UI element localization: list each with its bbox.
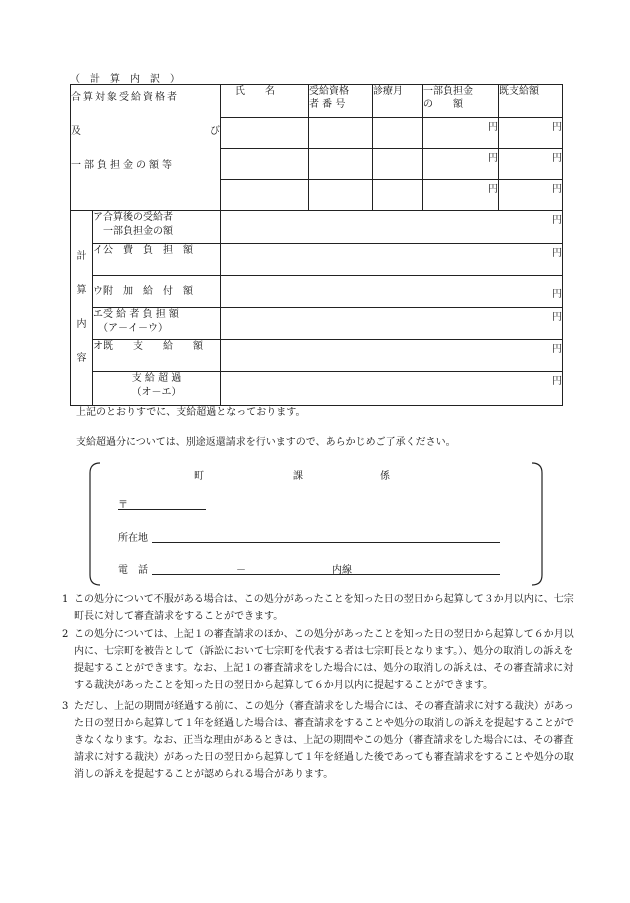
cell-name-1 <box>221 118 309 149</box>
calc-side-label <box>71 211 93 406</box>
col-header-burden-line1: 一部負担金 <box>423 86 473 97</box>
calc-side-char-3: 内 <box>76 319 87 330</box>
calc-label-excess <box>93 372 221 406</box>
address-label: 所在地 <box>118 533 148 544</box>
calc-label-e <box>93 308 221 340</box>
cell-qual-2 <box>309 149 373 180</box>
cell-month-2 <box>373 149 423 180</box>
left-title-cell <box>71 85 221 211</box>
calc-label-a-line2: 一部負担金の額 <box>93 226 173 237</box>
left-title-line1: 合算対象受給資格者 <box>71 92 179 103</box>
postal-mark: 〒 <box>118 500 128 511</box>
cell-name-3 <box>221 180 309 211</box>
calc-label-a <box>93 211 221 244</box>
contact-brackets <box>88 461 544 587</box>
contact-box <box>88 461 544 587</box>
contact-town: 町 <box>194 471 204 482</box>
calc-label-e-line1: エ受 給 者 負 担 額 <box>93 309 179 320</box>
left-title-line3: 一部負担金の額等 <box>71 160 175 171</box>
calc-label-e-line2: （ア－イ－ウ） <box>93 323 168 334</box>
note-3 <box>62 698 574 783</box>
calc-label-o: オ既 支 給 額 <box>93 340 221 372</box>
phone-label: 電 話 <box>118 565 148 576</box>
cell-month-3 <box>373 180 423 211</box>
calc-side-char-2: 算 <box>76 285 87 296</box>
calc-label-excess-line1: 支 給 超 過 <box>131 373 182 384</box>
note-2-text: この処分については、上記１の審査請求のほか、この処分があったことを知った日の翌日から起算して６か月以内に、七宗町を被告として（訴訟において七宗町を代表する者は七宗町長となります。）、処分の取消しの訴えを提起することができます。なお、上記１の審査請求をした場合には、処分の取消しの訴えは、その審査請求に対する裁決があったことを知った日の翌日から起算して６か月以内に提起することができます。 <box>74 629 574 691</box>
note-3-text: ただし、上記の期間が経過する前に、この処分（審査請求をした場合には、その審査請求に対する裁決）があった日の翌日から起算して１年を経過した場合は、審査請求をすることや処分の取消しの訴えを提起することができなくなります。なお、正当な理由があるときは、上記の期間やこの処分（審査請求をした場合には、その審査請求に対する裁決）があった日の翌日から起算して１年を経過した後であっても審査請求をすることや処分の取消しの訴えを提起することが認められる場合があります。 <box>74 701 574 780</box>
statement-refund: 支給超過分については、別途返還請求を行いますので、あらかじめご了承ください。 <box>76 437 456 448</box>
col-header-burden-line2: の 額 <box>423 99 463 110</box>
cell-qual-3 <box>309 180 373 211</box>
calculation-table <box>70 84 563 406</box>
col-header-qualification-line2: 者 番 号 <box>309 99 346 110</box>
cell-burden-3: 円 <box>423 180 499 211</box>
calc-side-char-1: 計 <box>76 251 87 262</box>
extension-label: 内線 <box>332 565 352 576</box>
cell-burden-2: 円 <box>423 149 499 180</box>
phone-dash: － <box>236 565 246 576</box>
phone-line <box>152 574 500 575</box>
calc-value-i: 円 <box>221 244 563 276</box>
col-header-month: 診療月 <box>373 85 423 118</box>
section-title: （ 計 算 内 訳 ） <box>70 74 180 85</box>
note-1 <box>62 591 574 625</box>
contact-section: 係 <box>380 471 390 482</box>
calc-value-a: 円 <box>221 211 563 244</box>
calc-label-excess-line2: （オ－エ） <box>131 387 182 398</box>
calc-label-a-line1: ア合算後の受給者 <box>93 212 173 223</box>
cell-paid-1: 円 <box>499 118 563 149</box>
cell-paid-2: 円 <box>499 149 563 180</box>
cell-paid-3: 円 <box>499 180 563 211</box>
note-3-number: 3 <box>62 701 69 712</box>
col-header-qualification <box>309 85 373 118</box>
calc-label-u: ウ附 加 給 付 額 <box>93 276 221 308</box>
note-2 <box>62 626 574 694</box>
col-header-qualification-line1: 受給資格 <box>309 86 349 97</box>
col-header-name: 氏 名 <box>221 85 309 118</box>
calc-value-u: 円 <box>221 276 563 308</box>
postal-line <box>118 509 206 510</box>
calc-value-excess: 円 <box>221 372 563 406</box>
calc-side-char-4: 容 <box>76 353 87 364</box>
cell-name-2 <box>221 149 309 180</box>
left-title-and-a: 及 <box>71 126 81 137</box>
calc-label-i: イ公 費 負 担 額 <box>93 244 221 276</box>
note-1-text: この処分について不服がある場合は、この処分があったことを知った日の翌日から起算して３か月以内に、七宗町長に対して審査請求をすることができます。 <box>74 594 574 622</box>
left-title-and-b: び <box>210 126 220 137</box>
cell-burden-1: 円 <box>423 118 499 149</box>
contact-dept: 課 <box>293 471 303 482</box>
cell-qual-1 <box>309 118 373 149</box>
col-header-paid: 既支給額 <box>499 85 563 118</box>
calc-value-e: 円 <box>221 308 563 340</box>
statement-excess: 上記のとおりすでに、支給超過となっております。 <box>76 407 306 418</box>
address-line <box>152 542 500 543</box>
note-2-number: 2 <box>62 629 69 640</box>
col-header-burden <box>423 85 499 118</box>
note-1-number: 1 <box>62 594 69 605</box>
cell-month-1 <box>373 118 423 149</box>
calc-value-o: 円 <box>221 340 563 372</box>
